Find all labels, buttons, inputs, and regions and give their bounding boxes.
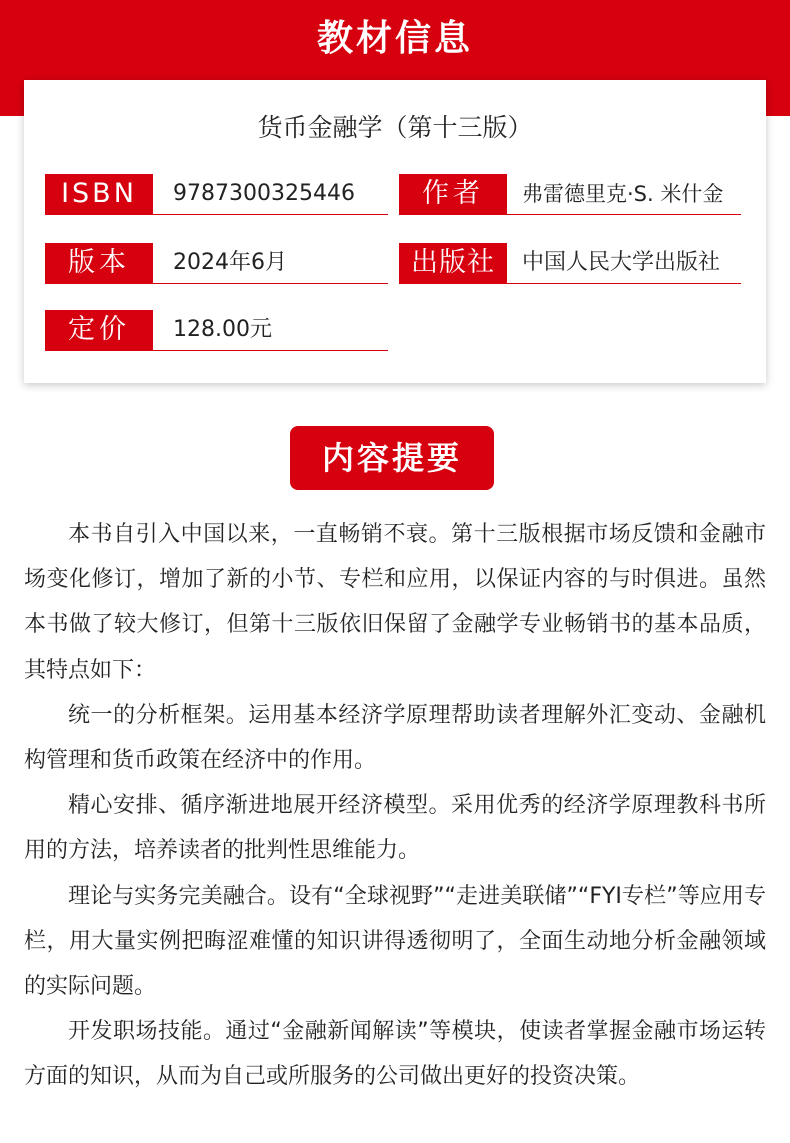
- field-value-isbn: 9787300325446: [173, 181, 355, 206]
- section-title-summary: 内容提要: [290, 426, 494, 490]
- field-underline: [399, 283, 741, 284]
- field-value-author: 弗雷德里克·S. 米什金: [522, 182, 724, 206]
- field-label-author: 作者: [399, 174, 507, 214]
- field-value-publisher: 中国人民大学出版社: [522, 250, 721, 275]
- field-underline: [45, 350, 388, 351]
- field-publisher: [399, 243, 741, 283]
- summary-text: [24, 512, 766, 1100]
- field-underline: [45, 283, 388, 284]
- field-isbn: [45, 174, 388, 214]
- field-underline: [399, 214, 741, 215]
- summary-paragraph: 统一的分析框架。运用基本经济学原理帮助读者理解外汇变动、金融机构管理和货币政策在经济中的作用。: [24, 702, 766, 774]
- summary-paragraph: 理论与实务完美融合。设有“全球视野”“走进美联储”“FYI专栏”等应用专栏，用大量实例把晦涩难懂的知识讲得透彻明了，全面生动地分析金融领域的实际问题。: [24, 883, 766, 1000]
- field-value-price: 128.00元: [173, 317, 272, 342]
- field-author: [399, 174, 741, 214]
- field-label-edition: 版本: [45, 243, 153, 283]
- field-value-edition: 2024年6月: [173, 250, 287, 275]
- field-label-isbn: ISBN: [45, 174, 153, 214]
- book-info-card: [24, 80, 766, 383]
- summary-paragraph: 开发职场技能。通过“金融新闻解读”等模块，使读者掌握金融市场运转方面的知识，从而为自己或所服务的公司做出更好的投资决策。: [24, 1019, 766, 1090]
- field-underline: [45, 214, 388, 215]
- field-price: [45, 310, 388, 350]
- field-edition: [45, 243, 388, 283]
- book-title: 货币金融学（第十三版）: [257, 113, 533, 142]
- field-label-price: 定价: [45, 310, 153, 350]
- field-label-publisher: 出版社: [399, 243, 507, 283]
- summary-paragraph: 精心安排、循序渐进地展开经济模型。采用优秀的经济学原理教科书所用的方法，培养读者的批判性思维能力。: [24, 793, 766, 864]
- section-title-textbook-info: 教材信息: [316, 18, 473, 59]
- summary-paragraph: 本书自引入中国以来，一直畅销不衰。第十三版根据市场反馈和金融市场变化修订，增加了新的小节、专栏和应用，以保证内容的与时俱进。虽然本书做了较大修订，但第十三版依旧保留了金融学专业畅销书的基本品质，其特点如下：: [24, 522, 766, 683]
